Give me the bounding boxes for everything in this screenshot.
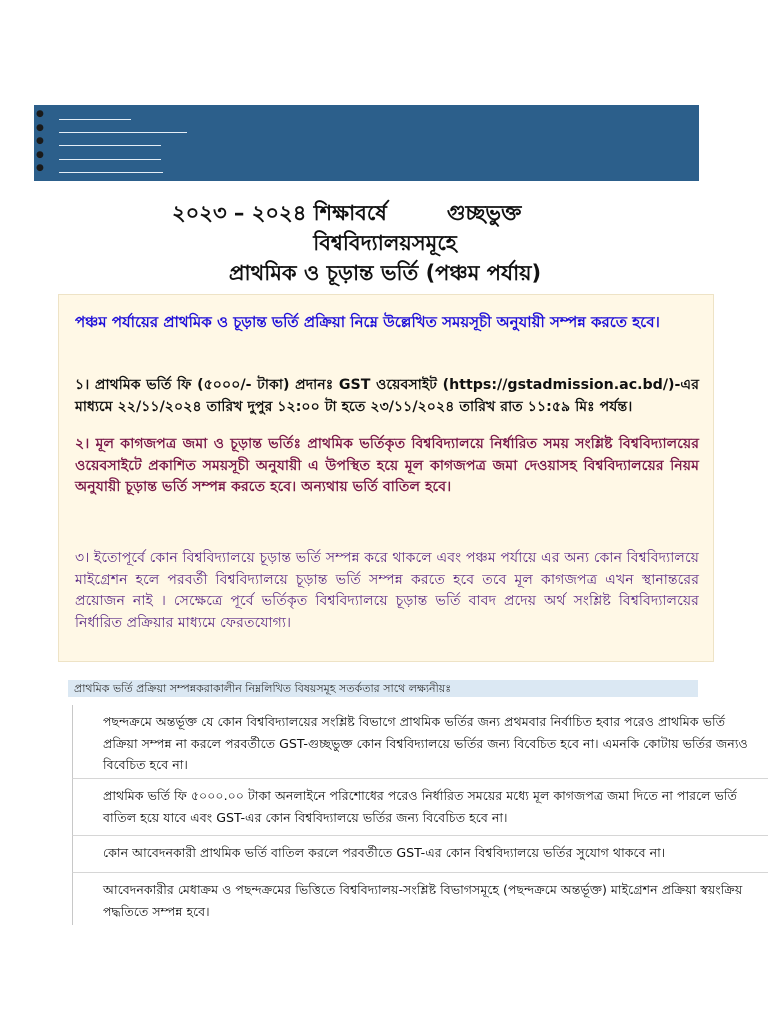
page-title: [100, 198, 670, 288]
nav-item-label: [59, 172, 163, 173]
list-item: পছন্দক্রমে অন্তর্ভূক্ত যে কোন বিশ্ববিদ্যালয়ের সংশ্লিষ্ট বিভাগে প্রাথমিক ভর্তির জন্য প্রথমবার নির্বাচিত হবার পরেও প্রাথমিক ভর্তি প্রক্রিয়া সম্পন্ন না করলে পরবর্তীতে GST-গুচ্ছভুক্ত কোন বিশ্ববিদ্যালয়ে ভর্তির জন্য বিবেচিত হবে না। এমনকি কোটায় ভর্তির জন্যও বিবেচিত হবে না।: [72, 705, 768, 779]
notice-point-3: ৩। ইতোপূর্বে কোন বিশ্ববিদ্যালয়ে চূড়ান্ত ভর্তি সম্পন্ন করে থাকলে এবং পঞ্চম পর্যায়ে এর অন্য কোন বিশ্ববিদ্যালয়ে মাইগ্রেশন হলে পরবর্তী বিশ্ববিদ্যালয়ে চূড়ান্ত ভর্তি সম্পন্ন করতে হবে তবে মূল কাগজপত্র এখন স্থানান্তরের প্রয়োজন নাই । সেক্ষেত্রে পূর্বে ভর্তিকৃত বিশ্ববিদ্যালয়ে চূড়ান্ত ভর্তি বাবদ প্রদেয় অর্থ সংশ্লিষ্ট বিশ্ববিদ্যালয়ের নির্ধারিত প্রক্রিয়ার মাধ্যমে ফেরতযোগ্য।: [75, 550, 699, 631]
title-line-2: বিশ্ববিদ্যালয়সমূহে: [313, 231, 457, 255]
list-item: কোন আবেদনকারী প্রাথমিক ভর্তি বাতিল করলে পরবর্তীতে GST-এর কোন বিশ্ববিদ্যালয়ে ভর্তির সুযোগ থাকবে না।: [72, 836, 768, 873]
bullet-icon: ●: [36, 149, 44, 160]
list-item: আবেদনকারীর মেধাক্রম ও পছন্দক্রমের ভিত্তিতে বিশ্ববিদ্যালয়-সংশ্লিষ্ট বিভাগসমূহে (পছন্দক্রমে অন্তর্ভূক্ত) মাইগ্রেশন প্রক্রিয়া স্বয়ংক্রিয় পদ্ধতিতে সম্পন্ন হবে।: [72, 873, 768, 925]
nav-item-label: [59, 145, 161, 146]
instruction-list: [72, 705, 768, 925]
nav-item-label: [59, 107, 131, 120]
section-heading: প্রাথমিক ভর্তি প্রক্রিয়া সম্পন্নকরাকালীন নিম্নলিখিত বিষয়সমূহ সতর্কতার সাথে লক্ষ্যনীয়ঃ: [68, 680, 698, 697]
notice-point-2: ২। মূল কাগজপত্র জমা ও চূড়ান্ত ভর্তিঃ প্রাথমিক ভর্তিকৃত বিশ্ববিদ্যালয়ে নির্ধারিত সময় সংশ্লিষ্ট বিশ্ববিদ্যালয়ের ওয়েবসাইটে প্রকাশিত সময়সূচী অনুযায়ী এ উপস্থিত হয়ে মূল কাগজপত্র জমা দেওয়াসহ বিশ্ববিদ্যালয়ের নিয়ম অনুযায়ী চূড়ান্ত ভর্তি সম্পন্ন করতে হবে। অন্যথায় ভর্তি বাতিল হবে।: [75, 436, 699, 495]
list-item: প্রাথমিক ভর্তি ফি ৫০০০.০০ টাকা অনলাইনে পরিশোধের পরেও নির্ধারিত সময়ের মধ্যে মূল কাগজপত্র জমা দিতে না পারলে ভর্তি বাতিল হয়ে যাবে এবং GST-এর কোন বিশ্ববিদ্যালয়ে ভর্তির জন্য বিবেচিত হবে না।: [72, 779, 768, 836]
nav-item-label: [59, 159, 161, 160]
title-line-1-part-a: ২০২৩ – ২০২৪ শিক্ষাবর্ষে: [172, 201, 387, 225]
notice-point-1: ১। প্রাথমিক ভর্তি ফি (৫০০০/- টাকা) প্রদানঃ GST ওয়েবসাইট (https://gstadmission.ac.bd/)-এর মাধ্যমে ২২/১১/২০২৪ তারিখ দুপুর ১২:০০ টা হতে ২৩/১১/২০২৪ তারিখ রাত ১১:৫৯ মিঃ পর্যন্ত।: [75, 377, 699, 415]
nav-item-label: [59, 132, 187, 133]
top-nav-band: [34, 105, 699, 181]
bullet-icon: ●: [36, 122, 44, 133]
bullet-icon: ●: [36, 136, 44, 146]
bullet-icon: ●: [36, 163, 44, 173]
title-line-1-part-b: গুচ্ছভুক্ত: [446, 201, 522, 225]
bullet-icon: ●: [36, 109, 44, 119]
notice-intro: পঞ্চম পর্যায়ের প্রাথমিক ও চূড়ান্ত ভর্তি প্রক্রিয়া নিম্নে উল্লেখিত সময়সূচী অনুযায়ী সম্পন্ন করতে হবে।: [75, 313, 660, 331]
notice-box: [58, 294, 714, 662]
title-line-3: প্রাথমিক ও চূড়ান্ত ভর্তি (পঞ্চম পর্যায়): [228, 261, 542, 285]
title-line-1: [100, 198, 670, 228]
